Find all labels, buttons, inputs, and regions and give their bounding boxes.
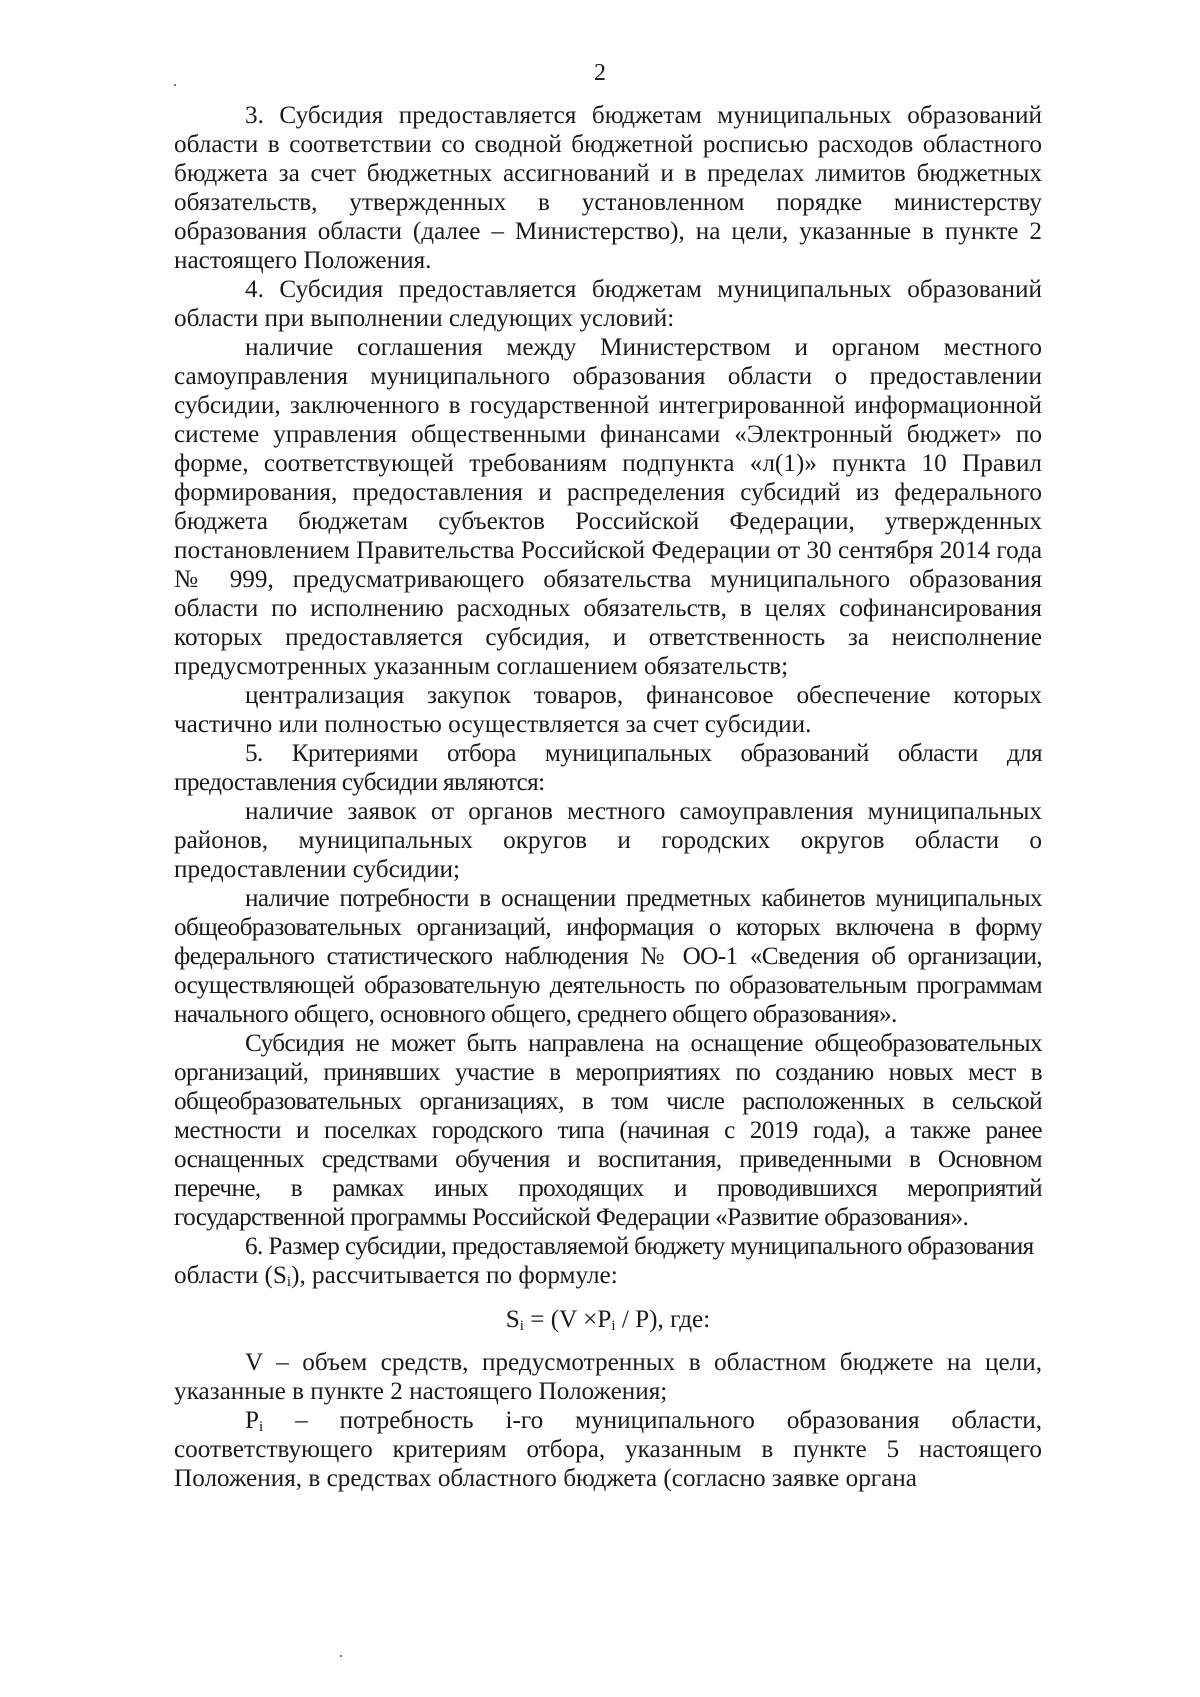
paragraph-3: 3. Субсидия предоставляется бюджетам муниципальных образований области в соответствии со сводной бюджетной росписью расходов областного бюджета за счет бюджетных ассигнований и в пределах лимитов бюджетных обязательств, утвержденных в установленном порядке министерству образования области (далее – Министерство), на цели, указанные в пункте 2 настоящего Положения. [174,102,1042,274]
formula [174,1305,1042,1334]
definition-p-symbol: P [245,1407,260,1434]
definition-p-text: – потребность i-го муниципального образования области, соответствующего критериям отбора, указанным в пункте 5 настоящего Положения, в средствах областного бюджета (согласно заявке органа [174,1407,1042,1492]
formula-intro-sub: i [286,1274,292,1290]
formula-middle: = (V ×P [523,1306,612,1333]
condition-centralization: централизация закупок товаров, финансовое обеспечение которых частично или полностью осуществляется за счет субсидии. [174,682,1042,738]
paragraph-6: 6. Размер субсидии, предоставляемой бюджету муниципального образования [245,1233,1034,1260]
document-body [174,101,1042,1493]
criterion-applications: наличие заявок от органов местного самоуправления муниципальных районов, муниципальных округов и городских округов области о предоставлении субсидии; [174,798,1042,883]
formula-intro-after: ), рассчитывается по формуле: [291,1262,618,1289]
scan-speck [340,1655,342,1657]
definition-p [174,1406,1042,1493]
formula-s-sub: i [519,1318,524,1334]
condition-agreement: наличие соглашения между Министерством и органом местного самоуправления муниципального образования области о предоставлении субсидии, заключенного в государственной интегрированной информационной системе управления общественными финансами «Электронный бюджет» по форме, соответствующей требованиям подпункта «л(1)» пункта 10 Правил формирования, предоставления и распределения субсидий из федерального бюджета бюджетам субъектов Российской Федерации, утвержденных постановлением Правительства Российской Федерации от 30 сентября 2014 года № 999, предусматривающего обязательства муниципального образования области по исполнению расходных обязательств, в целях софинансирования которых предоставляется субсидия, и ответственность за неисполнение предусмотренных указанным соглашением обязательств; [174,334,1042,680]
criterion-need: наличие потребности в оснащении предметных кабинетов муниципальных общеобразовательных организаций, информация о которых включена в форму федерального статистического наблюдения № ОО-1 «Сведения об организации, осуществляющей образовательную деятельность по образовательным программам начального общего, основного общего, среднего общего образования». [174,885,1042,1028]
formula-s: S [505,1306,520,1333]
formula-intro-before: области (S [174,1262,287,1289]
definition-p-sub: i [259,1419,264,1435]
restriction-paragraph: Субсидия не может быть направлена на оснащение общеобразовательных организаций, принявших участие в мероприятиях по созданию новых мест в общеобразовательных организациях, в том числе расположенных в сельской местности и поселках городского типа (начиная с 2019 года), а также ранее оснащенных средствами обучения и воспитания, приведенными в Основном перечне, в рамках иных проходящих и проводившихся мероприятий государственной программы Российской Федерации «Развитие образования». [174,1030,1042,1231]
formula-end: / P), где: [615,1306,711,1333]
paragraph-4: 4. Субсидия предоставляется бюджетам муниципальных образований области при выполнении следующих условий: [174,276,1042,332]
paragraph-5: 5. Критериями отбора муниципальных образований области для предоставления субсидии являются: [174,740,1042,796]
page-number: 2 [594,60,606,86]
formula-p-sub: i [611,1318,616,1334]
definition-v: V – объем средств, предусмотренных в областном бюджете на цели, указанные в пункте 2 настоящего Положения; [174,1349,1042,1405]
scan-speck [174,84,176,86]
formula-intro [174,1261,1042,1290]
